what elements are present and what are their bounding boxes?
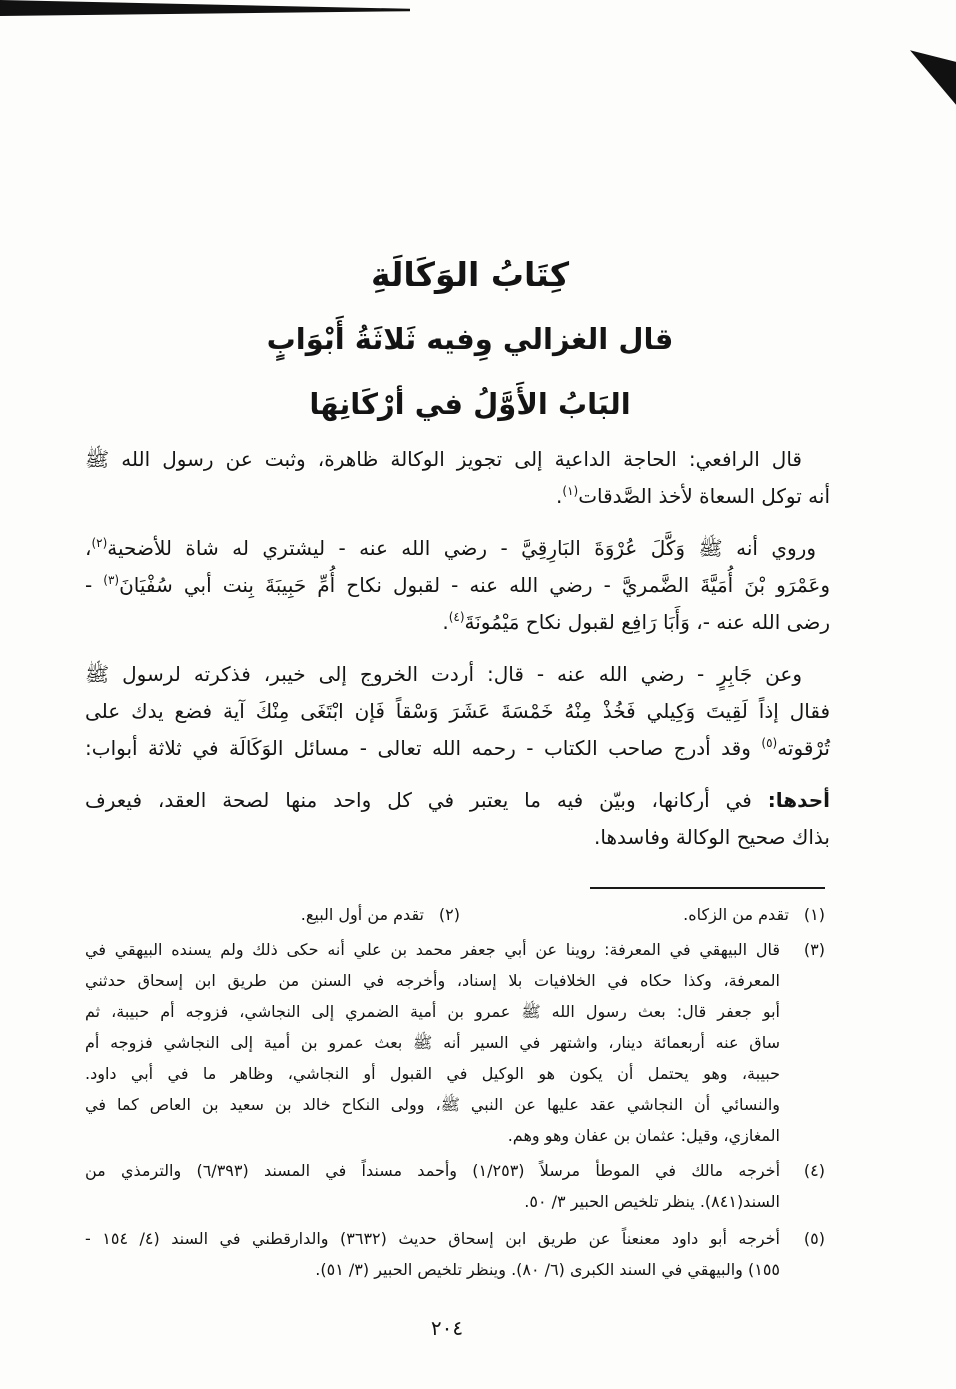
footnote-body [85,1223,780,1285]
footnote-row [85,899,825,930]
text-span: وعن جَابِرٍ - رضي الله عنه - قال: أردت الخروج إلى خيبر، فذكرته لرسول ﷺ [85,662,802,686]
body-line [85,730,830,767]
text-span: أنه توكل السعاة لأخذ الصَّدقات [578,484,830,508]
scan-edge-mark-top-right [910,45,956,110]
footnote-line: قال البيهقي في المعرفة: روينا عن أبي جعفر محمد بن علي أنه حكى ذلك ولم يسنده البيهقي في [85,940,780,959]
body-line [85,567,830,604]
footnote-line: والنسائي أن النجاشي عقد عليها عن النبي ﷺ، وولى النكاح خالد بن سعيد بن العاص كما في [85,1095,780,1114]
paragraph [85,782,830,856]
footnote-body [85,1155,780,1217]
body-line [85,530,830,567]
footnote-line: المعرفة، وكذا حكاه في الخلافيات بلا إسناد، وأخرجه في السنن من طريق ابن إسحاق حدثني [85,971,780,990]
footnote-line: المغازي، وقيل: عثمان بن عفان وهو وهم. [507,1126,780,1145]
footnote [85,1223,825,1285]
body-line [85,604,830,641]
body-line [85,656,830,693]
headings [0,242,940,437]
paragraph [85,656,830,767]
body-line [85,693,830,730]
footnotes [85,899,825,1285]
body-line [85,478,830,515]
footnote-line: تقدم من أول البيع. [300,905,424,924]
footnote-number: (٥) [803,1229,825,1248]
text-span: تُرْقوته [777,736,830,760]
text-span: فقال إذاً لَقِيتَ وَكِيلي فَخُذْ مِنْهُ خَمْسَةَ عَشَرَ وَسْقاً فَإن ابْتَغَى مِنْكَ آية فضع يدك على [85,699,830,723]
footnote-body [85,934,780,1151]
footnote-line: أخرجه مالك في الموطأ مرسلاً (١/٢٥٣) وأحمد مسنداً في المسند (٦/٣٩٣) والترمذي من [85,1161,781,1180]
footnote [683,899,825,930]
footnote [85,934,825,1151]
footnote-line: ١٥٥) والبيهقي في السند الكبرى (٦/ ٨٠). وينظر تلخيص الحبير (٣/ ٥١). [315,1260,780,1279]
text-span: - [85,573,104,597]
text-span: قال الرافعي: الحاجة الداعية إلى تجويز الوكالة ظاهرة، وثبت عن رسول الله ﷺ [85,447,802,471]
footnote-number: (١) [803,905,825,924]
text-span: . [556,484,563,508]
book-subtitle: قال الغزالي وِفيه ثَلاثَةُ أَبْوَابٍ [266,322,674,356]
footnote-line: أبو جعفر قال: بعث رسول الله ﷺ عمرو بن أمية الضمري إلى النجاشي، فزوجه أم حبيبة، ثم [85,1002,780,1021]
footnote-ref: (٣) [103,573,120,587]
body-line [85,441,830,478]
page-number: ٢٠٤ [430,1316,464,1340]
footnote-line: حبيبة، وهو يحتمل أن يكون هو الوكيل في القبول أو النجاشي، وظاهر ما في أبي داود. [85,1064,780,1083]
footnote-separator [590,887,825,889]
text-span: بذاك صحيح الوكالة وفاسدها. [594,825,830,849]
footnote-line: أخرجه أبو داود معنعناً عن طريق ابن إسحاق حديث (٣٦٣٢) والدارقطني في السند (٤/ ١٥٤ - [85,1229,780,1248]
footnote-line: تقدم من الزكاه. [683,905,789,924]
scan-edge-mark-top-left [0,0,410,16]
footnote-ref: (٤) [448,610,465,624]
body-line [85,782,830,819]
chapter-heading: البَابُ الأَوَّلُ في أرْكَانِهَا [309,387,631,421]
footnote [301,899,460,930]
footnote-ref: (١) [562,484,579,498]
main-text [85,441,830,856]
footnote-line: ساق عنه أربعمائة دينار، واشتهر في السير أنه ﷺ بعث عمرو بن أمية إلى النجاشي فزوجه أم [85,1033,780,1052]
footnote-ref: (٥) [761,736,778,750]
footnote-line: السند(٨٤١). ينظر تلخيص الحبير ٣/ ٥٠. [524,1192,780,1211]
text-span: رضى الله عنه -، وَأَبَا رَافِع لقبول نكاح مَيْمُونَةَ [464,610,830,634]
text-span: ، [85,536,92,560]
text-span: وعَمْرَو بْنَ أُمَيَّةَ الضَّمريَّ - رضي الله عنه - لقبول نكاح أُمِّ حَبِيبَةَ بِنت أبي سُفْيَانَ [119,573,830,597]
footnote [85,1155,825,1217]
text-span: وقد أدرج صاحب الكتاب - رحمه الله تعالى - مسائل الوَكَالَة في ثلاثة أبواب: [85,736,762,760]
text-span: في أركانها، وبيّن فيه ما يعتبر في كل واحد منها لصحة العقد، فيعرف [85,788,768,812]
text-span: وروي أنه ﷺ وَكَّلَ عُرْوَةَ البَارِقِيَّ - رضي الله عنه - ليشتري له شاة للأضحية [107,536,816,560]
text-span: . [442,610,449,634]
paragraph [85,530,830,641]
bold-lead-word: أحدها: [767,788,830,812]
footnote-number: (٢) [438,905,460,924]
footnote-ref: (٢) [91,536,108,550]
footnote-number: (٣) [803,940,825,959]
footnote-number: (٤) [803,1161,825,1180]
paragraph [85,441,830,515]
book-title: كِتَابُ الوَكَالَةِ [370,255,570,294]
body-line [85,819,830,856]
